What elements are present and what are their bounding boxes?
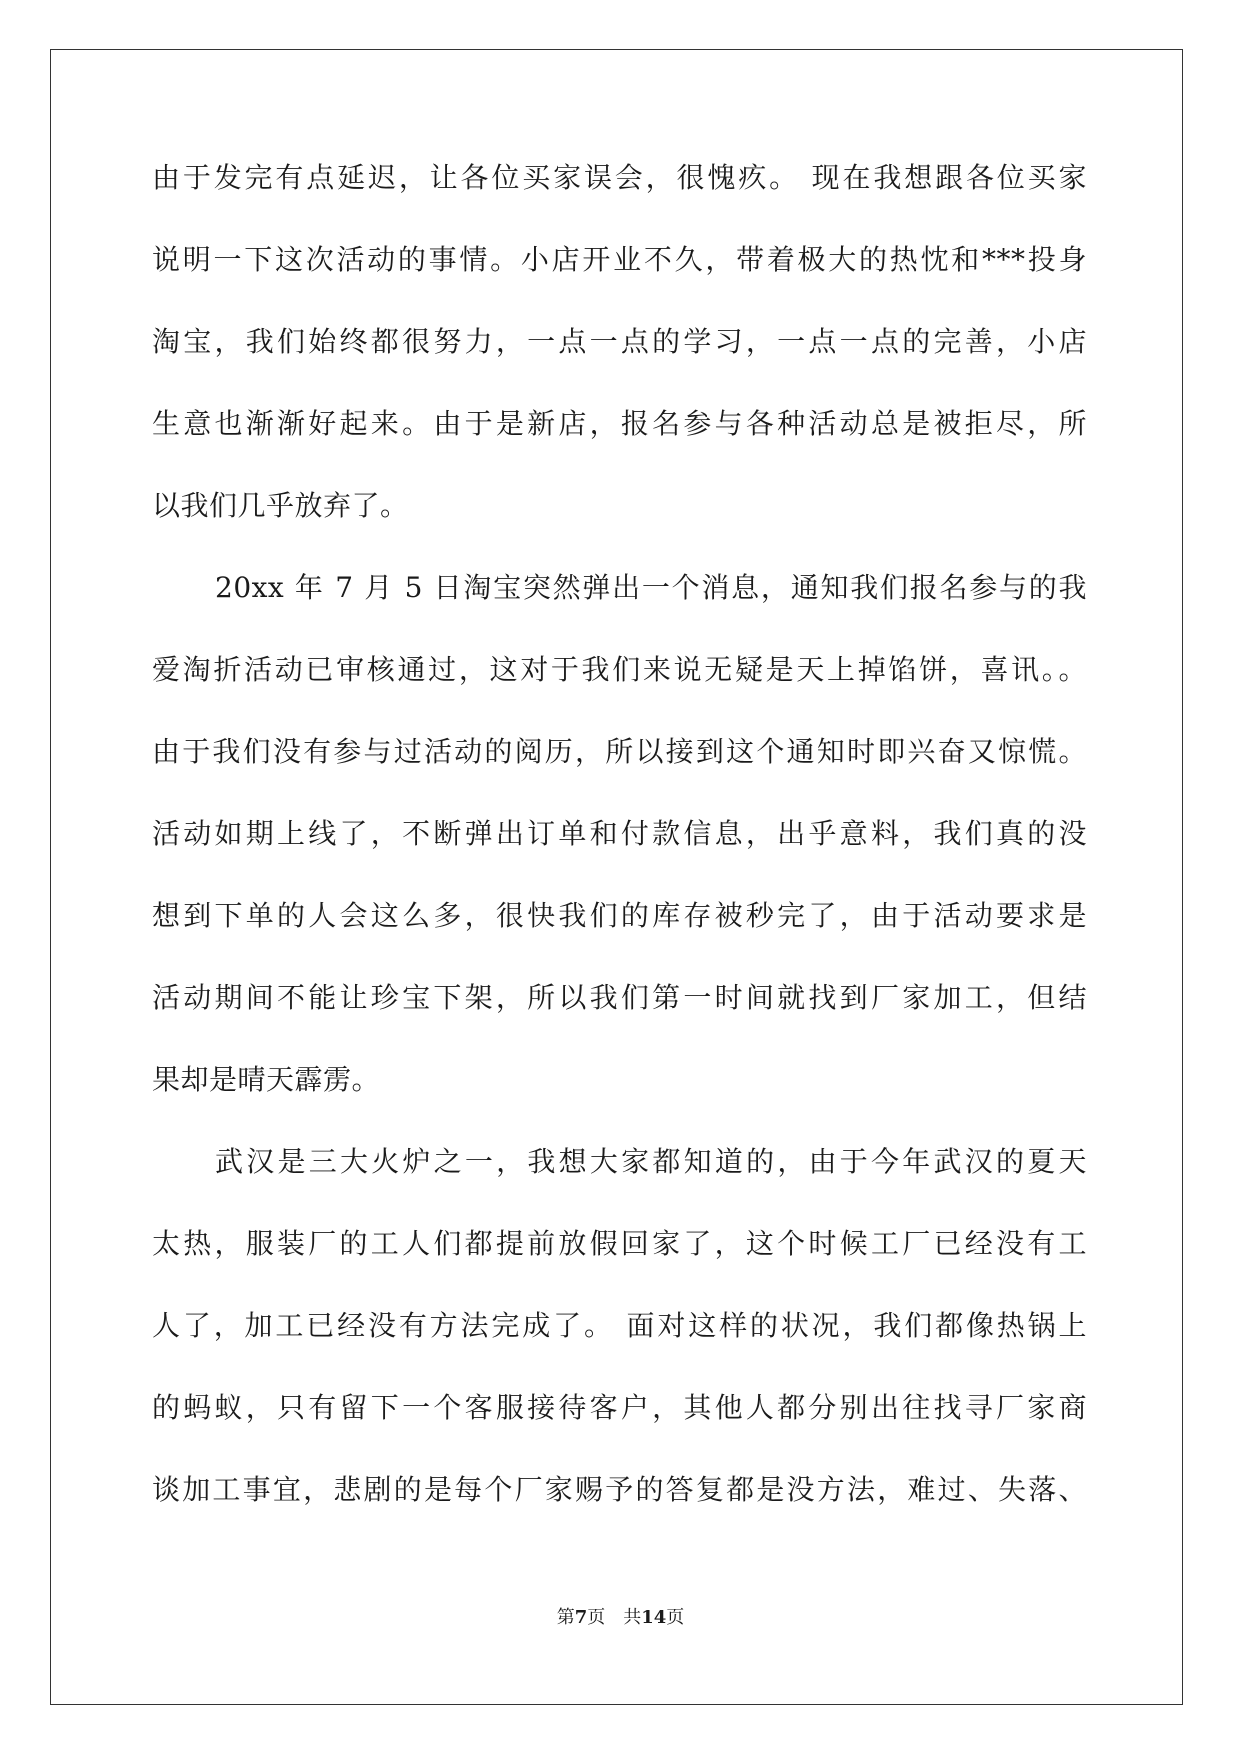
document-body — [152, 158, 1087, 1552]
paragraph-3-line-5: 谈加工事宜，悲剧的是每个厂家赐予的答复都是没方法，难过、失落、 — [152, 1473, 1087, 1506]
paragraph-2-line-3: 由于我们没有参与过活动的阅历，所以接到这个通知时即兴奋又惊慌。 — [152, 735, 1087, 768]
paragraph-1-line-1: 由于发完有点延迟，让各位买家误会，很愧疚。 现在我想跟各位买家 — [152, 161, 1087, 194]
paragraph-3-line-1: 武汉是三大火炉之一，我想大家都知道的，由于今年武汉的夏天 — [215, 1145, 1087, 1178]
paragraph-2-line-7: 果却是晴天霹雳。 — [152, 1063, 381, 1096]
footer-total-pages: 14 — [641, 1607, 667, 1628]
paragraph-1-line-5: 以我们几乎放弃了。 — [152, 489, 409, 522]
paragraph-3-line-4: 的蚂蚁，只有留下一个客服接待客户，其他人都分别出往找寻厂家商 — [152, 1391, 1087, 1424]
footer-total-suffix: 页 — [666, 1607, 685, 1628]
paragraph-3-line-2: 太热，服装厂的工人们都提前放假回家了，这个时候工厂已经没有工 — [152, 1227, 1087, 1260]
footer-page-prefix: 第 — [556, 1607, 575, 1628]
footer-total-prefix: 共 — [623, 1607, 642, 1628]
page-footer — [0, 1606, 1241, 1630]
paragraph-2-line-1: 20xx 年 7 月 5 日淘宝突然弹出一个消息，通知我们报名参与的我 — [215, 571, 1087, 604]
paragraph-2-line-2: 爱淘折活动已审核通过，这对于我们来说无疑是天上掉馅饼，喜讯。。 — [152, 653, 1087, 686]
footer-page-suffix: 页 — [587, 1607, 606, 1628]
paragraph-2-line-5: 想到下单的人会这么多，很快我们的库存被秒完了，由于活动要求是 — [152, 899, 1087, 932]
footer-current-page: 7 — [574, 1607, 588, 1628]
paragraph-1-line-3: 淘宝，我们始终都很努力，一点一点的学习，一点一点的完善，小店 — [152, 325, 1087, 358]
paragraph-2-line-6: 活动期间不能让珍宝下架，所以我们第一时间就找到厂家加工，但结 — [152, 981, 1087, 1014]
paragraph-1-line-4: 生意也渐渐好起来。由于是新店，报名参与各种活动总是被拒尽，所 — [152, 407, 1087, 440]
paragraph-3-line-3: 人了，加工已经没有方法完成了。 面对这样的状况，我们都像热锅上 — [152, 1309, 1087, 1342]
paragraph-1-line-2: 说明一下这次活动的事情。小店开业不久，带着极大的热忱和***投身 — [152, 243, 1087, 276]
paragraph-2-line-4: 活动如期上线了，不断弹出订单和付款信息，出乎意料，我们真的没 — [152, 817, 1087, 850]
